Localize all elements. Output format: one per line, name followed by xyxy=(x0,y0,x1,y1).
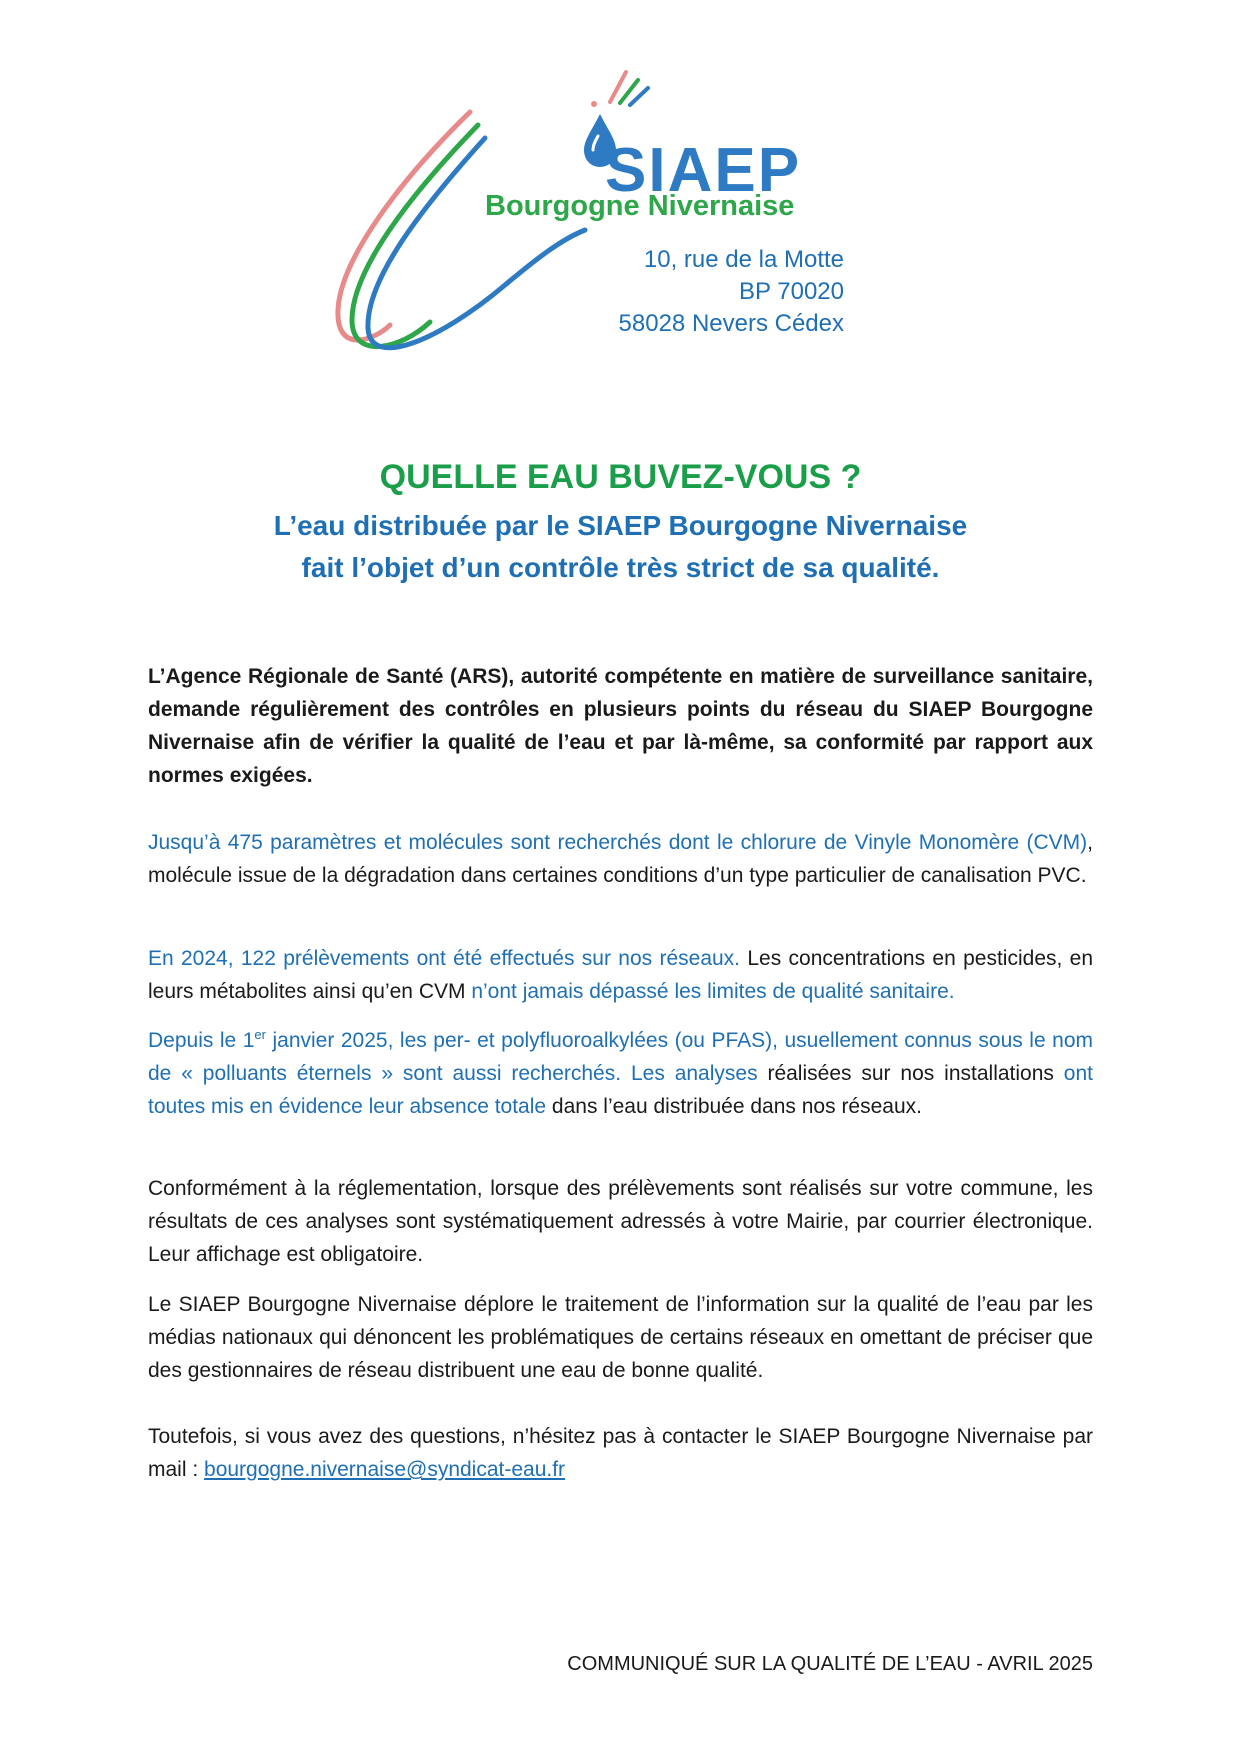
pfas-mid: réalisées sur nos installations xyxy=(757,1062,1064,1085)
limits-highlight: n’ont jamais dépassé les limites de qualité sanitaire. xyxy=(471,980,955,1003)
blue-swoosh xyxy=(368,138,585,348)
brand-subtitle: Bourgogne Nivernaise xyxy=(485,190,795,222)
pfas-highlight-3: ont toutes mis en évidence leur absence totale xyxy=(148,1062,1093,1118)
logo xyxy=(330,70,850,380)
address-line-3: 58028 Nevers Cédex xyxy=(618,310,844,337)
pfas-highlight-1: Depuis le 1 xyxy=(148,1029,255,1052)
red-dot xyxy=(591,101,597,107)
paragraph-media: Le SIAEP Bourgogne Nivernaise déplore le traitement de l’information sur la qualité de l’eau par les médias nationaux qui dénoncent les problématiques de certains réseaux en omettant de préciser que des gestionnaires de réseau distribuent une eau de bonne qualité. xyxy=(148,1293,1093,1382)
red-swoosh xyxy=(338,112,470,340)
blue-stroke-top xyxy=(630,88,648,105)
samples-2024-highlight: En 2024, 122 prélèvements ont été effectués sur nos réseaux. xyxy=(148,947,741,970)
subtitle-line-2: fait l’objet d’un contrôle très strict de sa qualité. xyxy=(301,552,940,583)
samples-2024-mid: Les concentrations en pesticides, en leurs métabolites ainsi qu’en CVM xyxy=(148,947,1094,1003)
paragraph-2024 xyxy=(148,942,1093,1008)
pfas-superscript: er xyxy=(254,1027,266,1042)
page-title: QUELLE EAU BUVEZ-VOUS ? xyxy=(379,458,862,496)
pfas-end: dans l’eau distribuée dans nos réseaux. xyxy=(546,1095,922,1118)
subtitle-line-1: L’eau distribuée par le SIAEP Bourgogne Nivernaise xyxy=(273,510,968,541)
parameters-highlight: Jusqu’à 475 paramètres et molécules sont recherchés dont le chlorure de Vinyle Monomère (CVM) xyxy=(148,831,1088,854)
address-line-2: BP 70020 xyxy=(739,278,844,305)
paragraph-regulation: Conformément à la réglementation, lorsque des prélèvements sont réalisés sur votre commune, les résultats de ces analyses sont systématiquement adressés à votre Mairie, par courrier électronique. Leur affichage est obligatoire. xyxy=(148,1177,1093,1266)
email-link[interactable]: bourgogne.nivernaise@syndicat-eau.fr xyxy=(204,1458,566,1481)
paragraph-ars: L’Agence Régionale de Santé (ARS), autorité compétente en matière de surveillance sanitaire, demande régulièrement des contrôles en plusieurs points du réseau du SIAEP Bourgogne Nivernaise afin de vérifier la qualité de l’eau et par là-même, sa conformité par rapport aux normes exigées. xyxy=(148,665,1093,787)
contact-text: Toutefois, si vous avez des questions, n’hésitez pas à contacter le SIAEP Bourgogne Nivernaise par mail : xyxy=(148,1425,1093,1481)
paragraph-pfas xyxy=(148,1024,1093,1123)
brand-name-text: SIAEP xyxy=(605,136,802,205)
paragraph-parameters xyxy=(148,826,1093,892)
paragraph-contact xyxy=(148,1420,1093,1486)
footer-text: COMMUNIQUÉ SUR LA QUALITÉ DE L’EAU - AVRIL 2025 xyxy=(567,1653,1093,1675)
pfas-highlight-2: janvier 2025, les per- et polyfluoroalkylées (ou PFAS), usuellement connus sous le nom de « polluants éternels » sont aussi recherchés. Les analyses xyxy=(148,1029,1094,1085)
address-line-1: 10, rue de la Motte xyxy=(643,246,844,273)
parameters-rest: , molécule issue de la dégradation dans certaines conditions d’un type particulier de canalisation PVC. xyxy=(148,831,1093,887)
